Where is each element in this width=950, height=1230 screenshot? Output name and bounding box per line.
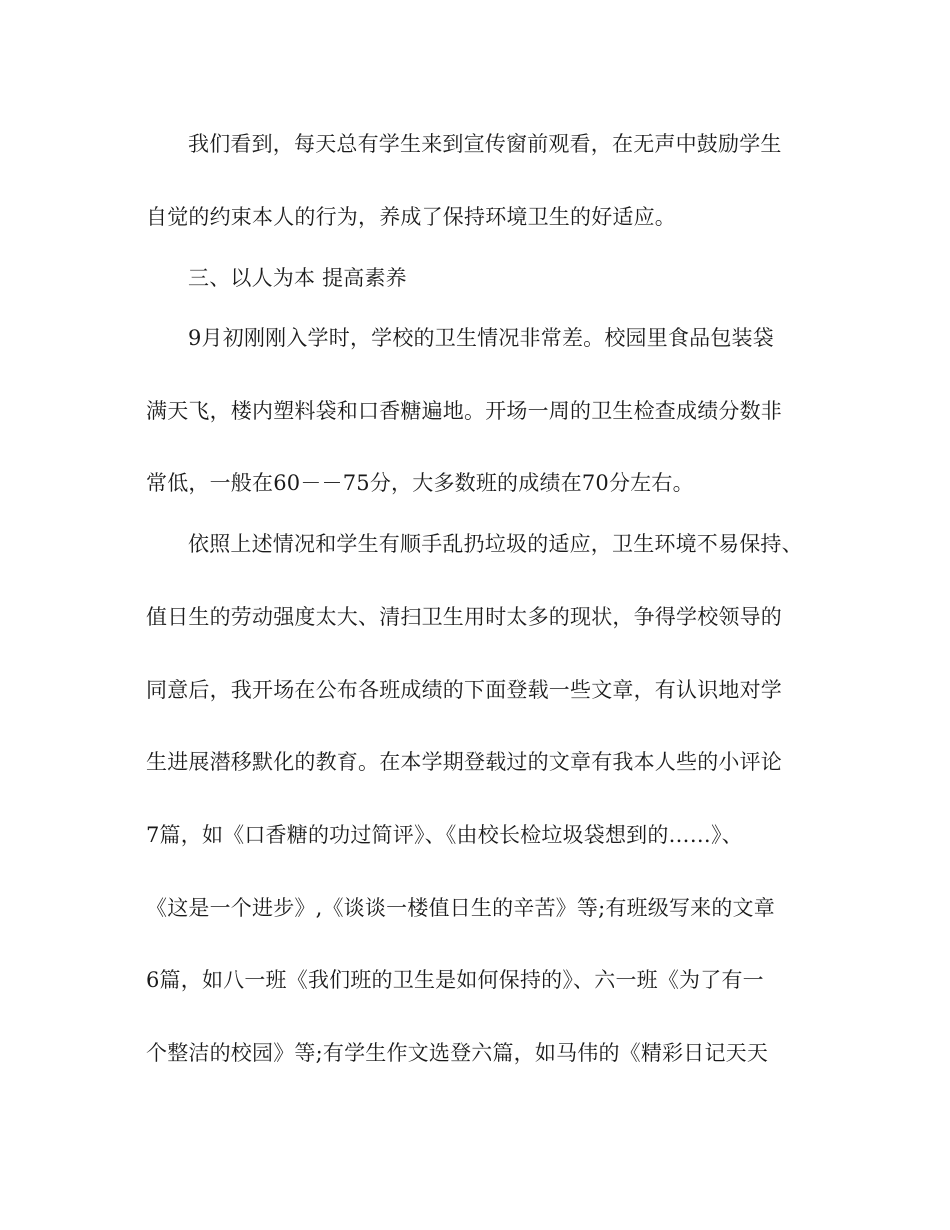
section-heading: 三、以人为本 提高素养 — [188, 266, 407, 290]
paragraph-line: 6篇，如八一班《我们班的卫生是如何保持的》、六一班《为了有一 — [146, 968, 764, 992]
paragraph-line: 同意后，我开场在公布各班成绩的下面登载一些文章，有认识地对学 — [146, 678, 782, 702]
paragraph-line: 生进展潜移默化的教育。在本学期登载过的文章有我本人些的小评论 — [146, 750, 782, 774]
paragraph-line: 我们看到，每天总有学生来到宣传窗前观看，在无声中鼓励学生 — [188, 132, 782, 156]
paragraph-line: 7篇，如《口香糖的功过简评》、《由校长检垃圾袋想到的……》、 — [146, 823, 743, 847]
paragraph-line: 满天飞，楼内塑料袋和口香糖遍地。开场一周的卫生检查成绩分数非 — [146, 399, 782, 423]
paragraph-line: 《这是一个进步》,《谈谈一楼值日生的辛苦》等;有班级写来的文章 — [146, 896, 775, 920]
paragraph-line: 常低，一般在60－－75分，大多数班的成绩在70分左右。 — [146, 471, 694, 495]
paragraph-line: 个整洁的校园》等;有学生作文选登六篇，如马伟的《精彩日记天天 — [146, 1041, 769, 1065]
paragraph-line: 9月初刚刚入学时，学校的卫生情况非常差。校园里食品包装袋 — [188, 326, 774, 350]
paragraph-line: 值日生的劳动强度太大、清扫卫生用时太多的现状，争得学校领导的 — [146, 605, 782, 629]
paragraph-line: 自觉的约束本人的行为，养成了保持环境卫生的好适应。 — [146, 205, 676, 229]
paragraph-line: 依照上述情况和学生有顺手乱扔垃圾的适应，卫生环境不易保持、 — [188, 532, 803, 556]
